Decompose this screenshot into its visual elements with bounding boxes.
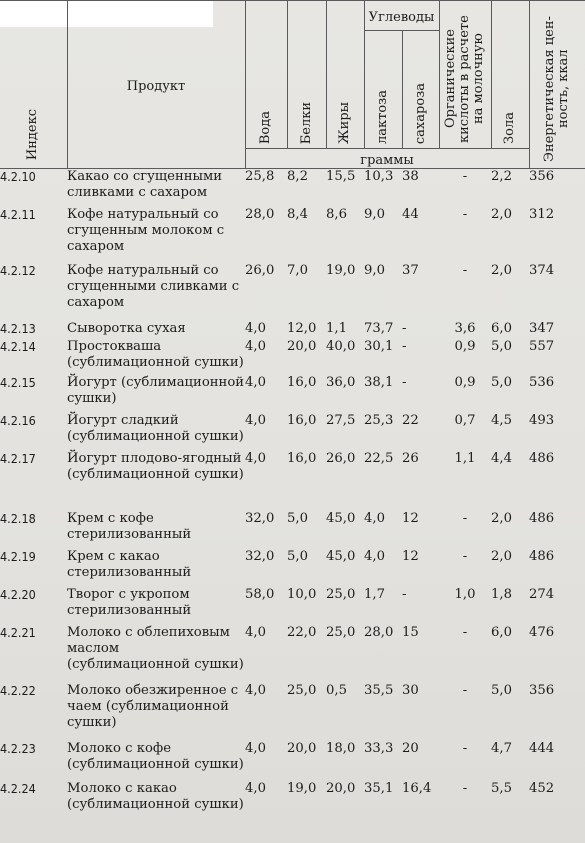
cell-fats: 26,0 — [326, 450, 356, 466]
cell-ash: 2,0 — [491, 262, 512, 278]
cell-acids: 0,7 — [454, 412, 476, 428]
cell-ash: 2,2 — [491, 169, 512, 184]
cell-water: 25,8 — [245, 169, 275, 184]
row-index: 4.2.14 — [0, 338, 36, 354]
cell-proteins: 22,0 — [287, 624, 317, 640]
header-water: Вода — [245, 1, 287, 149]
cell-energy: 486 — [529, 510, 555, 526]
row-index: 4.2.10 — [0, 169, 36, 184]
cell-lactose: 25,3 — [364, 412, 394, 428]
cell-sucrose: 38 — [402, 169, 419, 184]
cell-sucrose: - — [402, 586, 407, 602]
row-product: Крем с кофе стерилизованный — [67, 510, 192, 542]
row-index: 4.2.11 — [0, 206, 36, 222]
row-product: Кофе натуральный со сгущенными сливками с сахаром — [67, 262, 240, 310]
cell-energy: 476 — [529, 624, 555, 640]
cell-lactose: 4,0 — [364, 548, 385, 564]
cell-energy: 356 — [529, 169, 555, 184]
header-product: Продукт — [67, 1, 245, 169]
row-index: 4.2.22 — [0, 682, 36, 698]
cell-ash: 2,0 — [491, 206, 512, 222]
cell-energy: 486 — [529, 548, 555, 564]
cell-proteins: 25,0 — [287, 682, 317, 698]
cell-fats: 18,0 — [326, 740, 356, 756]
cell-ash: 4,4 — [491, 450, 512, 466]
cell-ash: 4,5 — [491, 412, 512, 428]
header-proteins: Белки — [287, 1, 326, 149]
cell-sucrose: 44 — [402, 206, 419, 222]
cell-energy: 536 — [529, 374, 555, 390]
table-row — [0, 451, 585, 511]
table-row — [0, 625, 585, 683]
header-index: Индекс — [0, 1, 67, 169]
table-row — [0, 413, 585, 451]
cell-acids: 3,6 — [454, 320, 476, 336]
row-product: Крем с какао стерилизованный — [67, 548, 192, 580]
cell-proteins: 19,0 — [287, 780, 317, 796]
cell-acids: 0,9 — [454, 374, 476, 390]
cell-energy: 486 — [529, 450, 555, 466]
header-units: граммы — [245, 149, 529, 169]
cell-proteins: 5,0 — [287, 510, 308, 526]
cell-fats: 8,6 — [326, 206, 347, 222]
cell-lactose: 35,5 — [364, 682, 394, 698]
cell-lactose: 33,3 — [364, 740, 394, 756]
cell-ash: 5,5 — [491, 780, 512, 796]
header-fats: Жиры — [326, 1, 364, 149]
cell-water: 4,0 — [245, 320, 266, 336]
table-row — [0, 549, 585, 587]
cell-sucrose: 22 — [402, 412, 419, 428]
cell-fats: 45,0 — [326, 548, 356, 564]
cell-lactose: 35,1 — [364, 780, 394, 796]
row-product: Творог с укропом стерилизованный — [67, 586, 192, 618]
table-row — [0, 781, 585, 821]
cell-lactose: 4,0 — [364, 510, 385, 526]
cell-fats: 19,0 — [326, 262, 356, 278]
cell-fats: 36,0 — [326, 374, 356, 390]
cell-sucrose: - — [402, 320, 407, 336]
header-energy: Энергетическая цен-ность, ккал — [529, 1, 585, 169]
cell-sucrose: 37 — [402, 262, 419, 278]
row-product: Молоко обезжиренное с чаем (сублимационной сушки) — [67, 682, 239, 730]
cell-water: 28,0 — [245, 206, 275, 222]
row-index: 4.2.12 — [0, 262, 36, 278]
cell-acids: - — [462, 682, 468, 698]
cell-acids: - — [462, 169, 468, 184]
cell-proteins: 7,0 — [287, 262, 308, 278]
row-index: 4.2.21 — [0, 624, 36, 640]
cell-energy: 312 — [529, 206, 555, 222]
cell-fats: 1,1 — [326, 320, 347, 336]
cell-acids: - — [462, 624, 468, 640]
row-index: 4.2.18 — [0, 510, 36, 526]
cell-sucrose: 12 — [402, 510, 419, 526]
cell-lactose: 9,0 — [364, 206, 385, 222]
table-row — [0, 207, 585, 263]
cell-ash: 1,8 — [491, 586, 512, 602]
table-header — [0, 1, 585, 169]
cell-acids: - — [462, 206, 468, 222]
header-carbs-group: Углеводы — [364, 1, 439, 31]
table-row — [0, 587, 585, 625]
cell-proteins: 8,4 — [287, 206, 308, 222]
table-row — [0, 375, 585, 413]
cell-water: 58,0 — [245, 586, 275, 602]
row-product: Молоко с кофе (сублимационной сушки) — [67, 740, 244, 772]
cell-energy: 347 — [529, 320, 555, 336]
cell-energy: 444 — [529, 740, 555, 756]
table-row — [0, 511, 585, 549]
cell-ash: 6,0 — [491, 624, 512, 640]
cell-proteins: 10,0 — [287, 586, 317, 602]
row-product: Сыворотка сухая — [67, 320, 186, 336]
row-product: Йогурт сладкий (сублимационной сушки) — [67, 412, 244, 444]
cell-fats: 27,5 — [326, 412, 356, 428]
cell-sucrose: 20 — [402, 740, 419, 756]
cell-water: 4,0 — [245, 780, 266, 796]
table-row — [0, 683, 585, 741]
cell-acids: - — [462, 780, 468, 796]
cell-water: 4,0 — [245, 374, 266, 390]
cell-water: 4,0 — [245, 338, 266, 354]
table-row — [0, 263, 585, 321]
cell-lactose: 9,0 — [364, 262, 385, 278]
cell-ash: 2,0 — [491, 510, 512, 526]
cell-energy: 374 — [529, 262, 555, 278]
cell-energy: 274 — [529, 586, 555, 602]
cell-proteins: 16,0 — [287, 450, 317, 466]
cell-ash: 4,7 — [491, 740, 512, 756]
cell-acids: - — [462, 510, 468, 526]
table-row — [0, 321, 585, 339]
cell-sucrose: - — [402, 338, 407, 354]
row-product: Молоко с какао (сублимационной сушки) — [67, 780, 244, 812]
cell-proteins: 8,2 — [287, 169, 308, 184]
cell-fats: 0,5 — [326, 682, 347, 698]
cell-acids: - — [462, 548, 468, 564]
row-product: Какао со сгущенными сливками с сахаром — [67, 169, 223, 200]
cell-lactose: 28,0 — [364, 624, 394, 640]
cell-energy: 356 — [529, 682, 555, 698]
cell-sucrose: 30 — [402, 682, 419, 698]
cell-lactose: 73,7 — [364, 320, 394, 336]
cell-water: 26,0 — [245, 262, 275, 278]
cell-acids: 1,0 — [454, 586, 476, 602]
cell-lactose: 30,1 — [364, 338, 394, 354]
cell-water: 4,0 — [245, 740, 266, 756]
cell-acids: - — [462, 740, 468, 756]
cell-fats: 20,0 — [326, 780, 356, 796]
cell-fats: 15,5 — [326, 169, 356, 184]
cell-water: 4,0 — [245, 450, 266, 466]
row-index: 4.2.19 — [0, 548, 36, 564]
cell-water: 4,0 — [245, 412, 266, 428]
row-index: 4.2.20 — [0, 586, 36, 602]
row-index: 4.2.23 — [0, 740, 36, 756]
table-row — [0, 339, 585, 375]
cell-water: 4,0 — [245, 682, 266, 698]
row-index: 4.2.13 — [0, 320, 36, 336]
cell-proteins: 12,0 — [287, 320, 317, 336]
table-body — [0, 169, 585, 821]
cell-ash: 6,0 — [491, 320, 512, 336]
cell-sucrose: 15 — [402, 624, 419, 640]
row-index: 4.2.16 — [0, 412, 36, 428]
cell-acids: 1,1 — [454, 450, 476, 466]
table-row — [0, 169, 585, 207]
cell-water: 32,0 — [245, 510, 275, 526]
cell-fats: 25,0 — [326, 586, 356, 602]
header-lactose: лактоза — [364, 31, 402, 149]
cell-lactose: 38,1 — [364, 374, 394, 390]
cell-proteins: 16,0 — [287, 374, 317, 390]
cell-lactose: 22,5 — [364, 450, 394, 466]
row-product: Йогурт (сублимационной сушки) — [67, 374, 245, 406]
cell-ash: 5,0 — [491, 682, 512, 698]
cell-energy: 452 — [529, 780, 555, 796]
cell-lactose: 1,7 — [364, 586, 385, 602]
cell-fats: 25,0 — [326, 624, 356, 640]
header-organic-acids: Органические кислоты в расчете на молочную — [439, 1, 491, 149]
row-index: 4.2.24 — [0, 780, 36, 796]
cell-lactose: 10,3 — [364, 169, 394, 184]
cell-ash: 5,0 — [491, 338, 512, 354]
cell-acids: - — [462, 262, 468, 278]
cell-acids: 0,9 — [454, 338, 476, 354]
cell-ash: 2,0 — [491, 548, 512, 564]
row-index: 4.2.17 — [0, 450, 36, 466]
header-ash: Зола — [491, 1, 529, 149]
cell-water: 4,0 — [245, 624, 266, 640]
cell-sucrose: 16,4 — [402, 780, 432, 796]
cell-ash: 5,0 — [491, 374, 512, 390]
cell-energy: 493 — [529, 412, 555, 428]
cell-fats: 45,0 — [326, 510, 356, 526]
cell-proteins: 20,0 — [287, 740, 317, 756]
cell-proteins: 20,0 — [287, 338, 317, 354]
cell-proteins: 5,0 — [287, 548, 308, 564]
cell-proteins: 16,0 — [287, 412, 317, 428]
cell-water: 32,0 — [245, 548, 275, 564]
header-sucrose: сахароза — [402, 31, 439, 149]
row-index: 4.2.15 — [0, 374, 36, 390]
row-product: Йогурт плодово-ягодный (сублимационной сушки) — [67, 450, 244, 482]
table-row — [0, 741, 585, 781]
cell-sucrose: 26 — [402, 450, 419, 466]
row-product: Молоко с облепиховым маслом (сублимационной сушки) — [67, 624, 244, 672]
row-product: Простокваша (сублимационной сушки) — [67, 338, 244, 370]
row-product: Кофе натуральный со сгущенным молоком с сахаром — [67, 206, 225, 254]
cell-fats: 40,0 — [326, 338, 356, 354]
cell-sucrose: - — [402, 374, 407, 390]
cell-energy: 557 — [529, 338, 555, 354]
cell-sucrose: 12 — [402, 548, 419, 564]
